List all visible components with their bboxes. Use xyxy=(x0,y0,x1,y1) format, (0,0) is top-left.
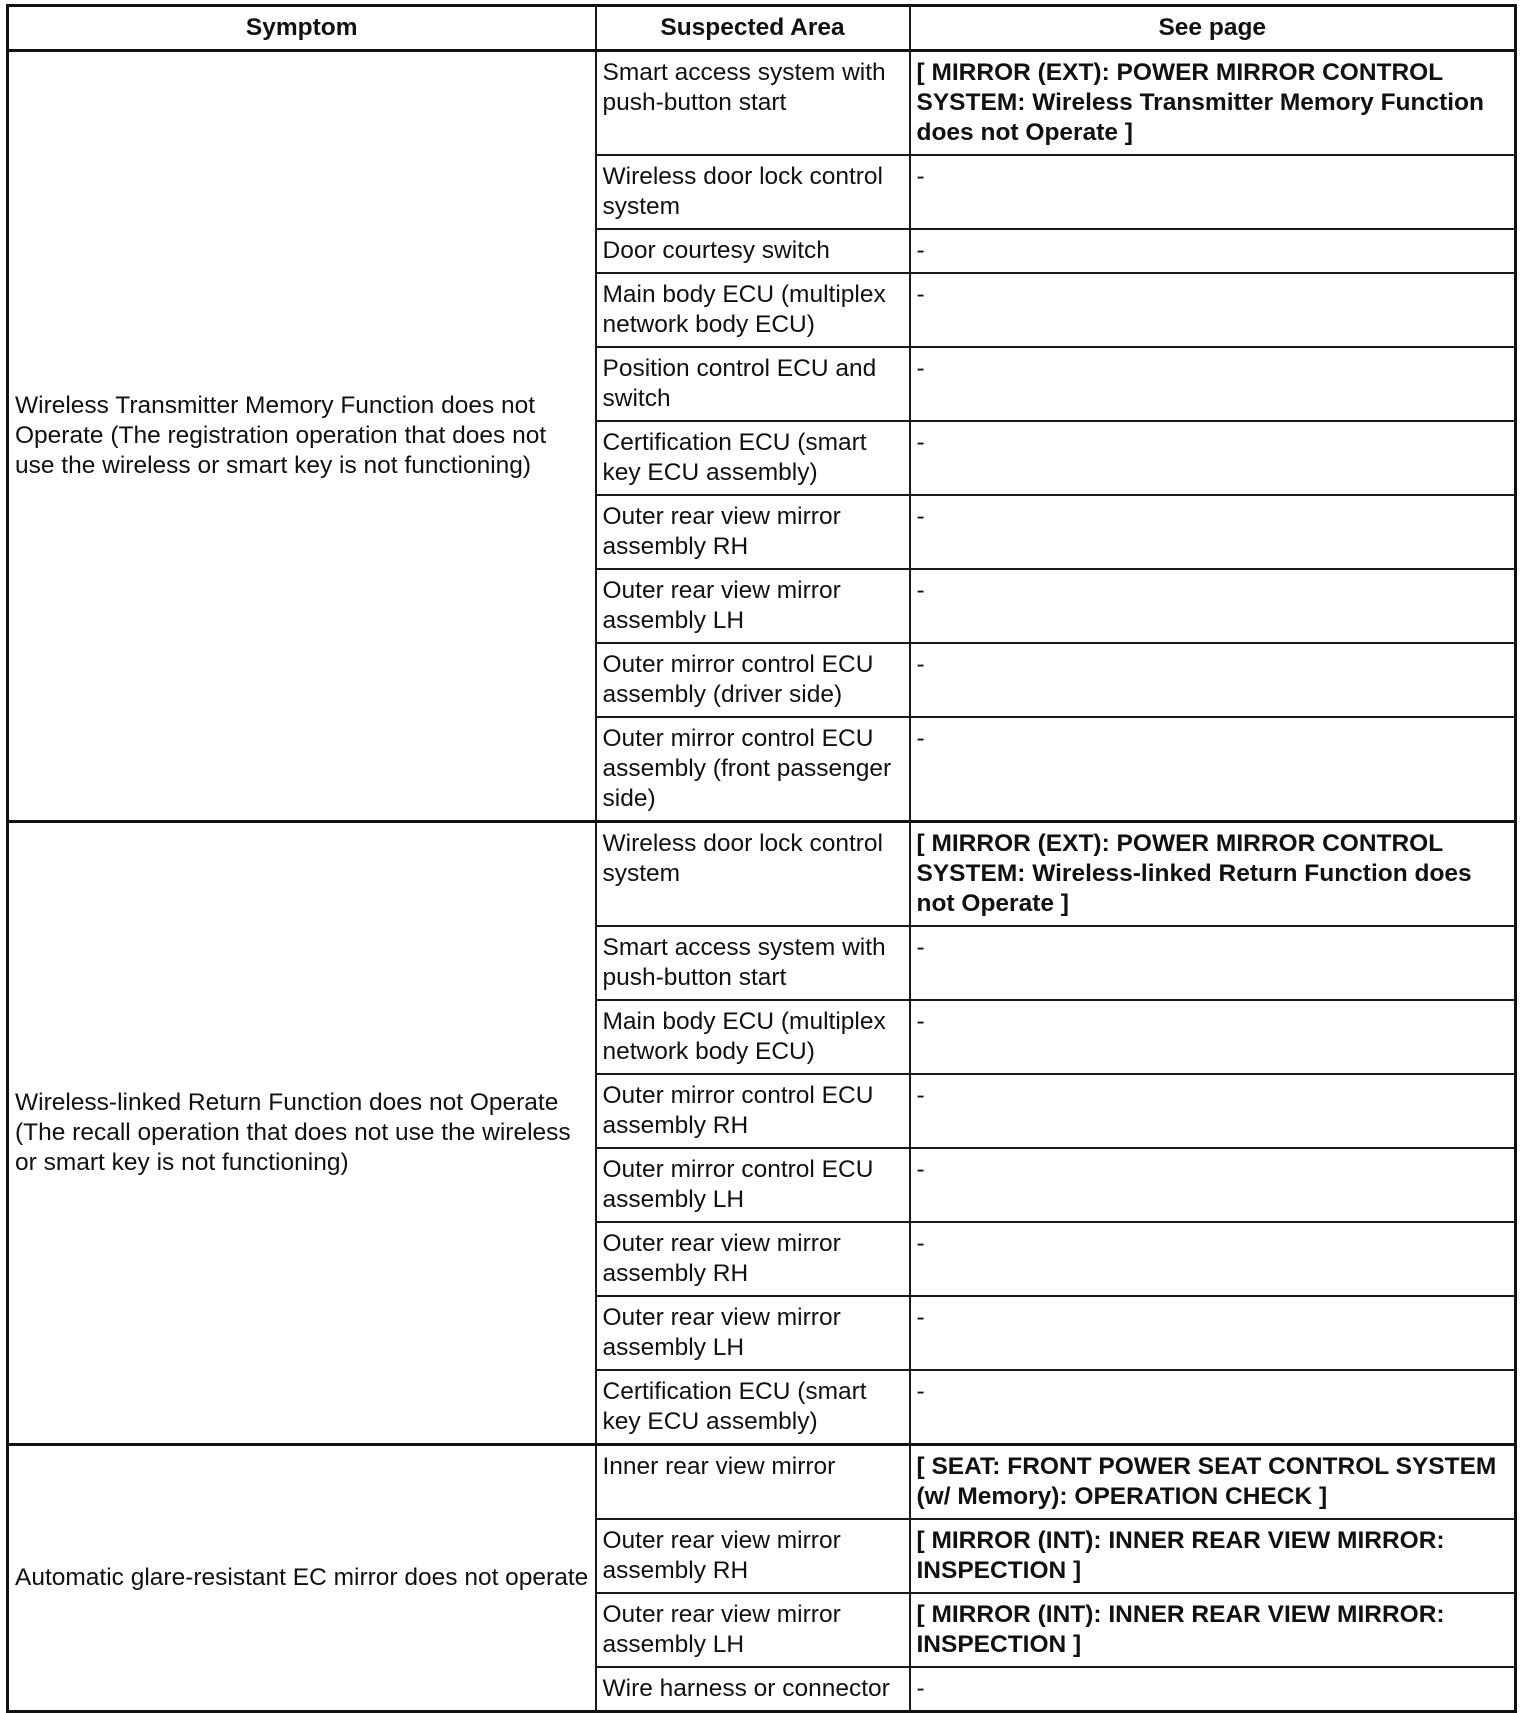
suspected-area-cell: Certification ECU (smart key ECU assembly) xyxy=(596,421,910,495)
symptom-cell: Automatic glare-resistant EC mirror does not operate xyxy=(8,1445,596,1712)
suspected-area-cell: Inner rear view mirror xyxy=(596,1445,910,1520)
header-suspected-area: Suspected Area xyxy=(596,6,910,51)
suspected-area-cell: Outer rear view mirror assembly LH xyxy=(596,1296,910,1370)
suspected-area-cell: Main body ECU (multiplex network body ECU) xyxy=(596,1000,910,1074)
header-symptom: Symptom xyxy=(8,6,596,51)
suspected-area-cell: Wireless door lock control system xyxy=(596,822,910,927)
see-page-cell: - xyxy=(910,1370,1516,1445)
suspected-area-cell: Certification ECU (smart key ECU assembly) xyxy=(596,1370,910,1445)
suspected-area-cell: Outer mirror control ECU assembly (front passenger side) xyxy=(596,717,910,822)
suspected-area-cell: Outer rear view mirror assembly RH xyxy=(596,1519,910,1593)
see-page-cell: - xyxy=(910,1148,1516,1222)
table-row xyxy=(8,822,1516,927)
suspected-area-cell: Smart access system with push-button start xyxy=(596,926,910,1000)
see-page-cell: - xyxy=(910,273,1516,347)
see-page-cell: - xyxy=(910,229,1516,273)
see-page-cell: - xyxy=(910,421,1516,495)
see-page-cell: - xyxy=(910,1667,1516,1712)
see-page-cell: - xyxy=(910,1222,1516,1296)
suspected-area-cell: Door courtesy switch xyxy=(596,229,910,273)
suspected-area-cell: Outer rear view mirror assembly RH xyxy=(596,495,910,569)
table-row xyxy=(8,51,1516,156)
header-see-page: See page xyxy=(910,6,1516,51)
see-page-cell: - xyxy=(910,717,1516,822)
suspected-area-cell: Outer mirror control ECU assembly (driver side) xyxy=(596,643,910,717)
suspected-area-cell: Outer rear view mirror assembly RH xyxy=(596,1222,910,1296)
see-page-cell: - xyxy=(910,569,1516,643)
see-page-cell: - xyxy=(910,155,1516,229)
see-page-cell: - xyxy=(910,347,1516,421)
table-header xyxy=(8,6,1516,51)
symptom-cell: Wireless-linked Return Function does not Operate (The recall operation that does not use the wireless or smart key is not functioning) xyxy=(8,822,596,1445)
see-page-cell: [ MIRROR (EXT): POWER MIRROR CONTROL SYSTEM: Wireless Transmitter Memory Function does not Operate ] xyxy=(910,51,1516,156)
suspected-area-cell: Outer rear view mirror assembly LH xyxy=(596,569,910,643)
see-page-cell: [ MIRROR (INT): INNER REAR VIEW MIRROR: INSPECTION ] xyxy=(910,1519,1516,1593)
suspected-area-cell: Outer rear view mirror assembly LH xyxy=(596,1593,910,1667)
suspected-area-cell: Wireless door lock control system xyxy=(596,155,910,229)
problem-symptoms-table xyxy=(6,4,1517,1713)
see-page-cell: [ MIRROR (INT): INNER REAR VIEW MIRROR: INSPECTION ] xyxy=(910,1593,1516,1667)
table-row xyxy=(8,1445,1516,1520)
see-page-cell: - xyxy=(910,495,1516,569)
see-page-cell: - xyxy=(910,1000,1516,1074)
suspected-area-cell: Outer mirror control ECU assembly RH xyxy=(596,1074,910,1148)
suspected-area-cell: Main body ECU (multiplex network body ECU) xyxy=(596,273,910,347)
symptom-cell: Wireless Transmitter Memory Function does not Operate (The registration operation that does not use the wireless or smart key is not functioning) xyxy=(8,51,596,822)
table-body xyxy=(8,51,1516,1712)
see-page-cell: - xyxy=(910,1074,1516,1148)
suspected-area-cell: Outer mirror control ECU assembly LH xyxy=(596,1148,910,1222)
suspected-area-cell: Wire harness or connector xyxy=(596,1667,910,1712)
see-page-cell: - xyxy=(910,1296,1516,1370)
see-page-cell: - xyxy=(910,643,1516,717)
see-page-cell: [ SEAT: FRONT POWER SEAT CONTROL SYSTEM (w/ Memory): OPERATION CHECK ] xyxy=(910,1445,1516,1520)
suspected-area-cell: Position control ECU and switch xyxy=(596,347,910,421)
suspected-area-cell: Smart access system with push-button start xyxy=(596,51,910,156)
header-row xyxy=(8,6,1516,51)
see-page-cell: - xyxy=(910,926,1516,1000)
see-page-cell: [ MIRROR (EXT): POWER MIRROR CONTROL SYSTEM: Wireless-linked Return Function does not Operate ] xyxy=(910,822,1516,927)
